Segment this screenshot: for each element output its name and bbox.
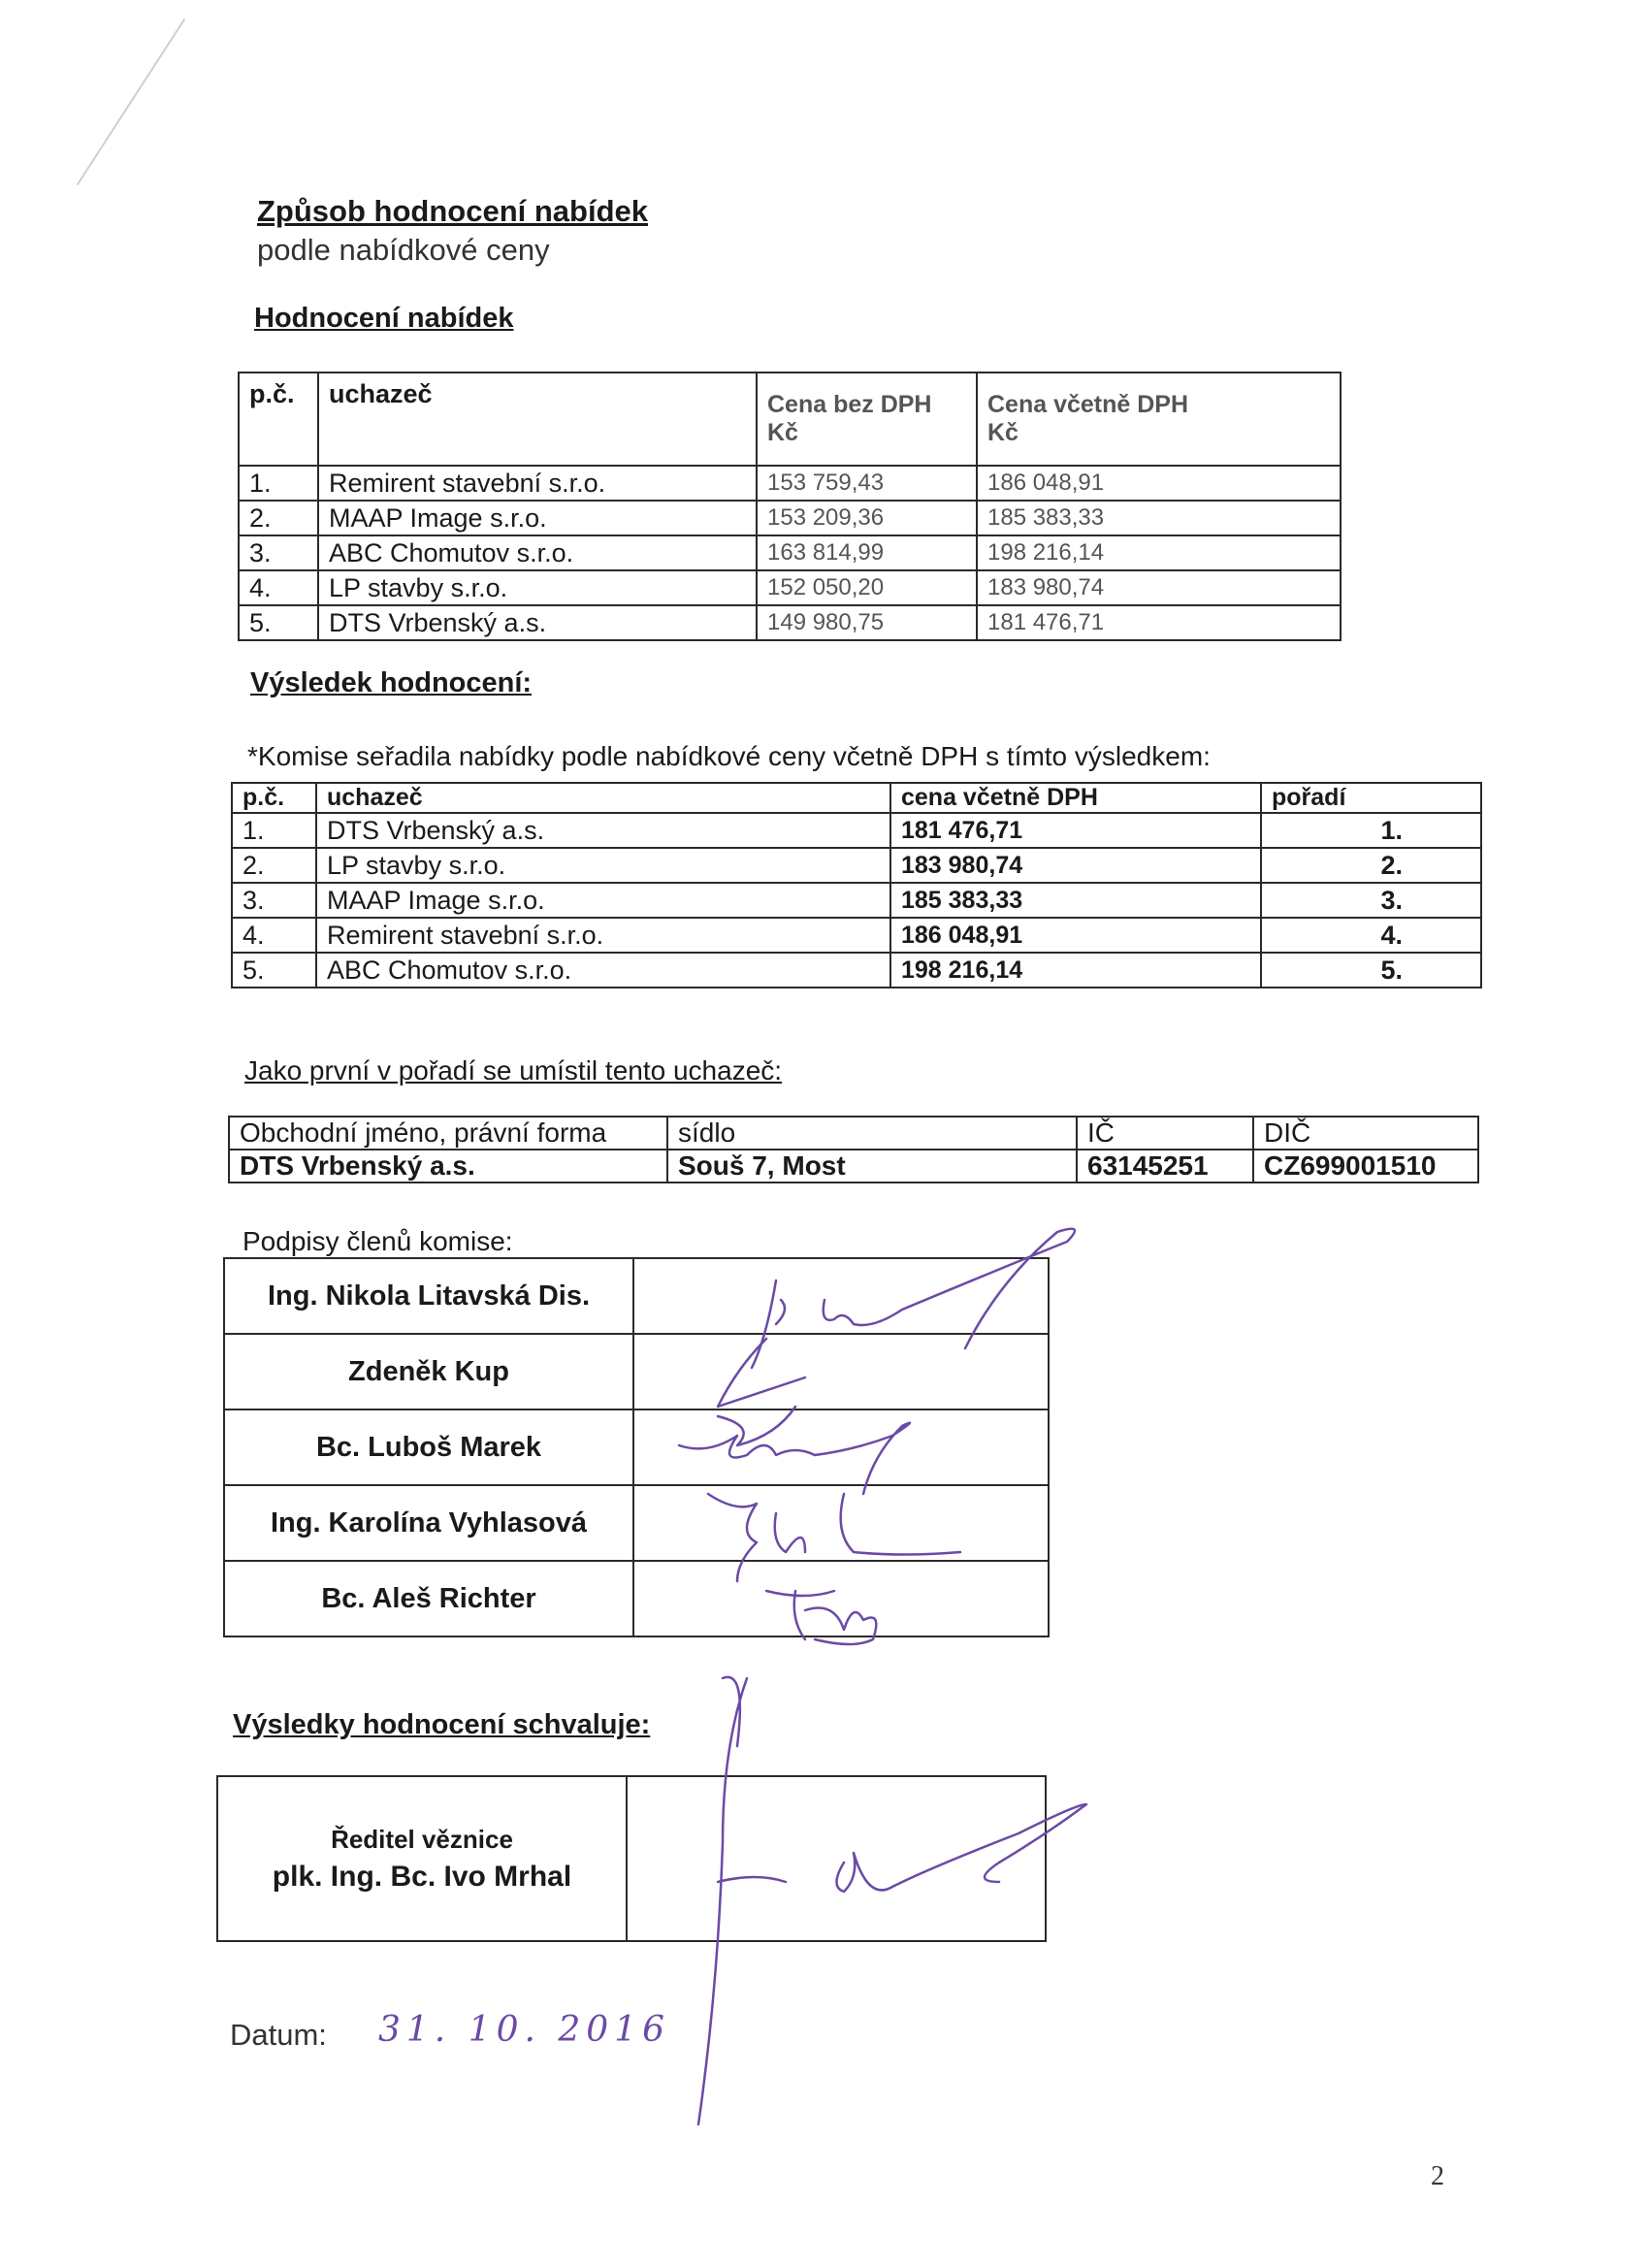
table-header-row	[239, 373, 1341, 466]
member-name: Zdeněk Kup	[224, 1334, 633, 1409]
table-row	[239, 501, 1341, 535]
row-bidder: LP stavby s.r.o.	[316, 848, 890, 883]
approver-cell	[217, 1776, 627, 1941]
evaluation-title: Hodnocení nabídek	[254, 303, 514, 334]
signatures-title: Podpisy členů komise:	[242, 1226, 513, 1256]
signature-cell	[633, 1258, 1049, 1334]
member-name: Ing. Nikola Litavská Dis.	[224, 1258, 633, 1334]
table-row	[224, 1485, 1049, 1561]
row-price-incl: 198 216,14	[890, 953, 1261, 988]
row-num: 4.	[239, 570, 318, 605]
table-row	[239, 535, 1341, 570]
winner-seat: Souš 7, Most	[667, 1150, 1077, 1183]
row-rank: 1.	[1261, 813, 1481, 848]
table-header-row	[229, 1117, 1478, 1150]
table-header-row	[232, 783, 1481, 813]
row-num: 2.	[232, 848, 316, 883]
row-bidder: ABC Chomutov s.r.o.	[318, 535, 757, 570]
table-row	[224, 1561, 1049, 1636]
row-price-incl: 181 476,71	[977, 605, 1341, 640]
row-price-incl: 186 048,91	[977, 466, 1341, 501]
winner-table	[228, 1116, 1479, 1183]
row-num: 5.	[232, 953, 316, 988]
signature-cell	[633, 1485, 1049, 1561]
row-price-incl: 185 383,33	[890, 883, 1261, 918]
row-price-incl: 185 383,33	[977, 501, 1341, 535]
header-dic: DIČ	[1253, 1117, 1478, 1150]
table-row	[239, 466, 1341, 501]
row-price-incl: 198 216,14	[977, 535, 1341, 570]
header-bidder: uchazeč	[318, 373, 757, 466]
member-name: Bc. Aleš Richter	[224, 1561, 633, 1636]
table-row	[224, 1334, 1049, 1409]
header-name: Obchodní jméno, právní forma	[229, 1117, 667, 1150]
date-value: 31. 10. 2016	[378, 2010, 671, 2050]
table-row	[224, 1409, 1049, 1485]
table-row	[232, 918, 1481, 953]
table-row	[217, 1776, 1046, 1941]
header-ic: IČ	[1077, 1117, 1253, 1150]
date-label: Datum:	[230, 2018, 327, 2052]
row-price-incl: 186 048,91	[890, 918, 1261, 953]
member-name: Ing. Karolína Vyhlasová	[224, 1485, 633, 1561]
table-row	[232, 883, 1481, 918]
row-price-incl: 183 980,74	[890, 848, 1261, 883]
header-price-incl: Cena včetně DPH Kč	[977, 373, 1341, 466]
row-price-incl: 181 476,71	[890, 813, 1261, 848]
signatures-table	[223, 1257, 1050, 1637]
header-price-incl: cena včetně DPH	[890, 783, 1261, 813]
winner-name: DTS Vrbenský a.s.	[229, 1150, 667, 1183]
row-bidder: DTS Vrbenský a.s.	[316, 813, 890, 848]
table-row	[229, 1150, 1478, 1183]
approval-table	[216, 1775, 1047, 1942]
table-row	[239, 570, 1341, 605]
row-price-excl: 163 814,99	[757, 535, 977, 570]
row-rank: 3.	[1261, 883, 1481, 918]
winner-intro: Jako první v pořadí se umístil tento uchazeč:	[244, 1055, 783, 1085]
scan-mark	[78, 19, 184, 184]
page-number: 2	[1431, 2161, 1444, 2191]
header-num: p.č.	[232, 783, 316, 813]
row-num: 1.	[239, 466, 318, 501]
result-note: *Komise seřadila nabídky podle nabídkové ceny včetně DPH s tímto výsledkem:	[247, 741, 1211, 771]
winner-ic: 63145251	[1077, 1150, 1253, 1183]
table-row	[232, 953, 1481, 988]
row-bidder: LP stavby s.r.o.	[318, 570, 757, 605]
table-row	[232, 813, 1481, 848]
result-title: Výsledek hodnocení:	[250, 667, 533, 698]
header-num: p.č.	[239, 373, 318, 466]
row-bidder: Remirent stavební s.r.o.	[318, 466, 757, 501]
row-num: 3.	[232, 883, 316, 918]
method-subtitle: podle nabídkové ceny	[257, 233, 550, 267]
row-num: 2.	[239, 501, 318, 535]
row-bidder: DTS Vrbenský a.s.	[318, 605, 757, 640]
signature-cell	[633, 1409, 1049, 1485]
row-bidder: MAAP Image s.r.o.	[318, 501, 757, 535]
row-bidder: MAAP Image s.r.o.	[316, 883, 890, 918]
approver-role: Ředitel věznice	[331, 1824, 513, 1854]
row-bidder: Remirent stavební s.r.o.	[316, 918, 890, 953]
row-rank: 2.	[1261, 848, 1481, 883]
method-title: Způsob hodnocení nabídek	[257, 194, 648, 228]
result-table	[231, 782, 1482, 988]
row-num: 5.	[239, 605, 318, 640]
evaluation-table	[238, 372, 1342, 641]
signature-cell	[633, 1334, 1049, 1409]
member-name: Bc. Luboš Marek	[224, 1409, 633, 1485]
table-row	[224, 1258, 1049, 1334]
row-price-excl: 153 209,36	[757, 501, 977, 535]
row-price-excl: 152 050,20	[757, 570, 977, 605]
signature-cell	[633, 1561, 1049, 1636]
row-num: 4.	[232, 918, 316, 953]
approval-title: Výsledky hodnocení schvaluje:	[233, 1709, 651, 1740]
table-row	[232, 848, 1481, 883]
row-bidder: ABC Chomutov s.r.o.	[316, 953, 890, 988]
table-row	[239, 605, 1341, 640]
row-rank: 4.	[1261, 918, 1481, 953]
header-bidder: uchazeč	[316, 783, 890, 813]
row-num: 3.	[239, 535, 318, 570]
header-rank: pořadí	[1261, 783, 1481, 813]
row-price-incl: 183 980,74	[977, 570, 1341, 605]
header-price-excl: Cena bez DPH Kč	[757, 373, 977, 466]
signature-cell	[627, 1776, 1046, 1941]
row-num: 1.	[232, 813, 316, 848]
approver-name: plk. Ing. Bc. Ivo Mrhal	[272, 1860, 572, 1893]
header-seat: sídlo	[667, 1117, 1077, 1150]
row-price-excl: 153 759,43	[757, 466, 977, 501]
winner-dic: CZ699001510	[1253, 1150, 1478, 1183]
row-rank: 5.	[1261, 953, 1481, 988]
row-price-excl: 149 980,75	[757, 605, 977, 640]
